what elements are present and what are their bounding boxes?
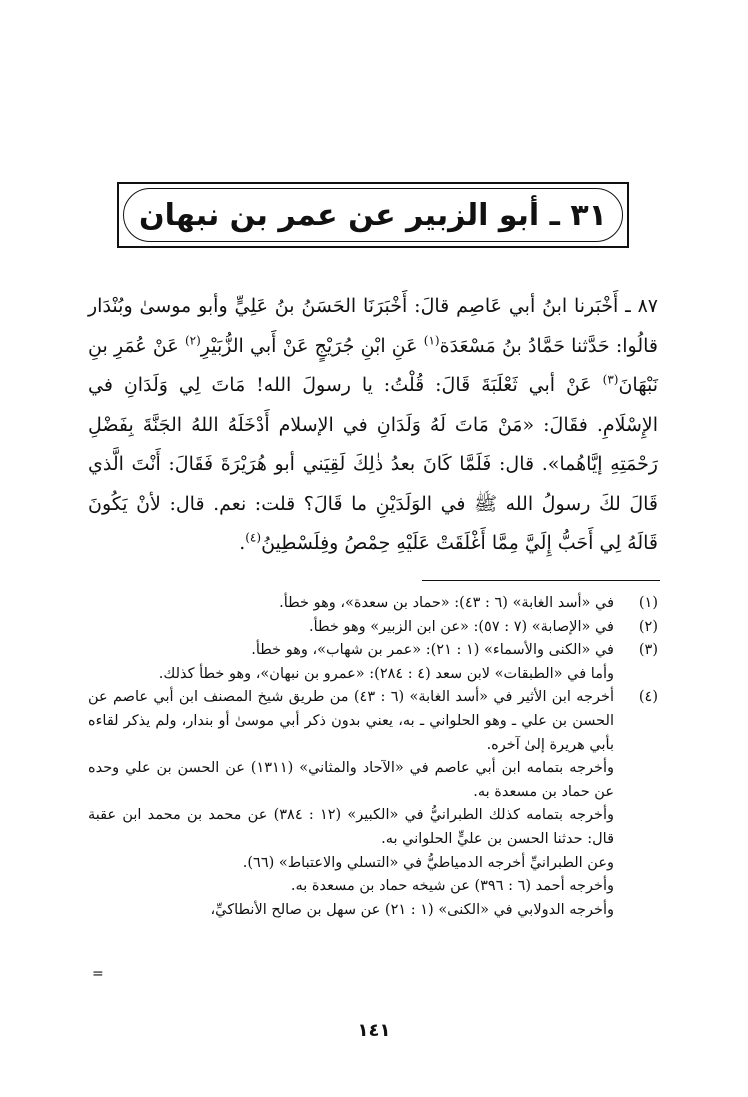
footnote-line: أخرجه ابن الأثير في «أسد الغابة» (٦ : ٤٣) من طريق شيخ المصنف ابن أبي عاصم عن الحسن بن علي ـ وهو الحلواني ـ به، يعني بدون ذكر أبي موسىٰ أو بندار، ولم يذكر لقاءه بأبي هريرة إلىٰ آخره. [88, 689, 614, 753]
footnote-ref-3[interactable]: (٣) [602, 372, 619, 387]
hadith-text [88, 287, 658, 564]
hadith-paragraph [88, 287, 658, 564]
footnote-line: وأما في «الطبقات» لابن سعد (٤ : ٢٨٤): «عمرو بن نبهان»، وهو خطأ كذلك. [158, 665, 614, 682]
footnote-body [88, 686, 614, 922]
footnote-line: وأخرجه بتمامه كذلك الطبرانيُّ في «الكبير» (١٢ : ٣٨٤) عن محمد بن محمد ابن عقبة قال: حدثنا الحسن بن عليٍّ الحلواني به. [88, 807, 615, 847]
footnote-1 [88, 592, 658, 616]
footnote-ref-2[interactable]: (٢) [184, 333, 201, 348]
footnote-4 [88, 686, 658, 922]
chapter-title-frame [117, 182, 629, 248]
hadith-segment-5: . [239, 532, 246, 554]
footnote-body [88, 639, 614, 686]
hadith-segment-3: عَنْ عُمَرِ بنِ نَبْهَانَ [88, 334, 658, 396]
hadith-segment-1: ٨٧ ـ أَخْبَرنا ابنُ أبي عَاصِم قالَ: أَخْبَرَنَا الحَسَنُ بنُ عَلِيٍّ وأبو موسىٰ وبُنْدَار قالُوا: حَدَّثنا حَمَّادُ بنُ مَسْعَدَة [88, 295, 659, 357]
footnotes [88, 592, 658, 922]
footnote-line: وعن الطبرانيِّ أخرجه الدمياطيُّ في «التسلي والاعتباط» (٦٦). [242, 854, 614, 871]
footnote-2 [88, 616, 658, 640]
hadith-segment-4: عَنْ أبي ثَعْلَبَةَ قَالَ: قُلْتُ: يا رسولَ الله! مَاتَ لِي وَلَدَانِ في الإِسْلَامِ. فقَالَ: «مَنْ مَاتَ لَهُ وَلَدَانِ في الإسلام أَدْخَلَهُ اللهُ الجَنَّةَ بِفَضْلِ رَحْمَتِهِ إيَّاهُما». قال: فَلَمَّا كَانَ بعدُ ذٰلِكَ لَقِيَني أبو هُرَيْرَةَ فَقَالَ: أَنْتَ الَّذي قَالَ لكَ رسولُ الله ﷺ في الوَلَدَيْنِ ما قَالَ؟ قلت: نعم. قال: لأنْ يَكُونَ قَالَهُ لِي أَحَبُّ إِلَيَّ مِمَّا أَغْلَقَتْ عَلَيْهِ حِمْصُ وفِلَسْطِينُ [88, 374, 658, 554]
footnote-body [88, 592, 614, 616]
footnote-line: في «أسد الغابة» (٦ : ٤٣): «حماد بن سعدة»، وهو خطأ. [279, 595, 614, 611]
continuation-mark: = [92, 966, 104, 982]
chapter-title: ٣١ ـ أبو الزبير عن عمر بن نبهان [139, 197, 607, 233]
footnote-number: (٣) [638, 642, 658, 659]
hadith-segment-2: عَنِ ابْنِ جُرَيْجٍ عَنْ أَبي الزُّبَيْرِ [200, 334, 424, 357]
footnote-ref-4[interactable]: (٤) [245, 530, 262, 545]
footnote-number: (٢) [638, 618, 658, 635]
footnote-line: وأخرجه الدولابي في «الكنى» (١ : ٢١) عن سهل بن صالح الأنطاكيِّ، [210, 901, 614, 918]
page-number: ١٤١ [357, 1020, 391, 1041]
footnote-number: (١) [638, 595, 658, 611]
footnote-line: وأخرجه أحمد (٦ : ٣٩٦) عن شيخه حماد بن مسعدة به. [290, 878, 614, 895]
footnote-line: في «الإصابة» (٧ : ٥٧): «عن ابن الزبير» وهو خطأ. [309, 618, 614, 635]
footnote-line: وأخرجه بتمامه ابن أبي عاصم في «الآحاد والمثاني» (١٣١١) عن الحسن بن علي وحده عن حماد بن مسعدة به. [88, 760, 614, 800]
footnote-body [88, 616, 614, 640]
footnote-separator [422, 580, 660, 581]
footnote-ref-1[interactable]: (١) [423, 333, 440, 348]
footnote-number: (٤) [638, 689, 658, 706]
footnote-3 [88, 639, 658, 686]
footnote-line: في «الكنى والأسماء» (١ : ٢١): «عمر بن شهاب»، وهو خطأ. [251, 642, 614, 659]
